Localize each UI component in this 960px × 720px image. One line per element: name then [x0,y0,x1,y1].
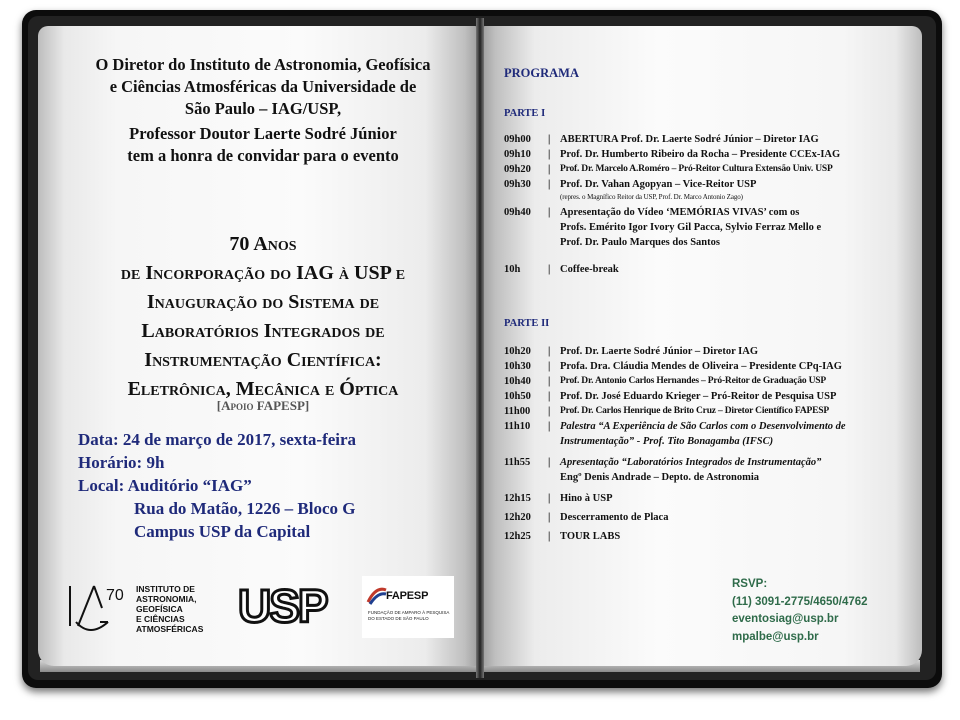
schedule-sep: | [548,207,551,218]
schedule-row [504,359,914,374]
fapesp-logo [362,576,454,638]
schedule-sep: | [548,361,551,372]
title-line: Instrumentação Científica: [144,349,382,371]
schedule-time: 09h40 [504,207,531,218]
schedule-time: 11h10 [504,421,531,432]
usp-logo [236,582,338,626]
schedule-sep: | [548,512,551,523]
schedule-desc: Descerramento de Placa [560,512,669,523]
schedule-sep: | [548,149,551,160]
iag-mark-icon [64,578,136,638]
schedule-row [504,344,914,359]
intro-line: Professor Doutor Laerte Sodré Júnior [129,124,397,143]
part-2-schedule [504,344,914,544]
schedule-desc: Apresentação “Laboratórios Integrados de Instrumentação” [560,457,822,468]
schedule-sep: | [548,376,551,387]
schedule-row [504,162,914,177]
schedule-row [504,374,914,389]
rsvp-block [732,576,868,646]
schedule-desc: Prof. Dr. Marcelo A.Roméro – Pró-Reitor Cultura Extensão Univ. USP [560,164,833,174]
iag-logo-line: INSTITUTO DE [136,584,195,594]
schedule-desc: Prof. Dr. José Eduardo Krieger – Pró-Reitor de Pesquisa USP [560,391,837,402]
intro-line: tem a honra de convidar para o evento [127,146,399,165]
schedule-sep: | [548,531,551,542]
schedule-continuation: Instrumentação” - Prof. Tito Bonagamba (IFSC) [560,436,774,447]
support-note: [Apoio FAPESP] [216,398,310,413]
rsvp-email-link[interactable]: mpalbe@usp.br [732,630,819,643]
title-line: de Incorporação do IAG à USP e [120,262,406,284]
schedule-sep: | [548,346,551,357]
event-campus: Campus USP da Capital [134,522,311,541]
schedule-desc: ABERTURA Prof. Dr. Laerte Sodré Júnior – Diretor IAG [560,134,819,145]
schedule-time: 12h25 [504,531,531,542]
fapesp-subtitle: FUNDAÇÃO DE AMPARO À PESQUISA DO ESTADO DE SÃO PAULO [368,610,450,621]
iag-logo-line: ASTRONOMIA, [136,594,197,604]
schedule-time: 09h30 [504,179,531,190]
schedule-desc: Prof. Dr. Vahan Agopyan – Vice-Reitor USP [560,179,757,190]
schedule-desc: Palestra “A Experiência de São Carlos com o Desenvolvimento de [560,421,846,432]
iag-logo-line: ATMOSFÉRICAS [136,624,204,634]
schedule-desc: Hino à USP [560,493,613,504]
book-spine [476,18,484,678]
event-title [58,230,468,404]
event-time: Horário: 9h [78,453,165,472]
schedule-desc: Coffee-break [560,264,619,275]
iag-logo [64,578,234,638]
title-line: Eletrônica, Mecânica e Óptica [127,378,399,400]
schedule-sep: | [548,421,551,432]
schedule-sep: | [548,264,551,275]
intro-line: São Paulo – IAG/USP, [184,99,342,118]
rsvp-label: RSVP: [732,578,768,590]
schedule-desc: Prof. Dr. Carlos Henrique de Brito Cruz – Diretor Científico FAPESP [560,406,829,416]
schedule-desc: Prof. Dr. Laerte Sodré Júnior – Diretor IAG [560,346,759,357]
part-2-heading: PARTE II [504,318,550,329]
schedule-time: 10h50 [504,391,531,402]
schedule-time: 09h00 [504,134,531,145]
schedule-sep: | [548,164,551,175]
schedule-sep: | [548,391,551,402]
schedule-sep: | [548,457,551,468]
schedule-row [504,177,914,192]
event-address: Rua do Matão, 1226 – Bloco G [134,499,356,518]
schedule-time: 12h20 [504,512,531,523]
schedule-row [504,510,914,525]
program-heading: PROGRAMA [504,66,579,80]
part-1-heading: PARTE I [504,108,546,119]
schedule-sep: | [548,493,551,504]
schedule-row [504,491,914,506]
intro-line: O Diretor do Instituto de Astronomia, Geofísica [95,55,431,74]
part-1-schedule [504,132,914,277]
rsvp-email-link[interactable]: eventosiag@usp.br [732,613,839,625]
schedule-desc: Prof. Dr. Humberto Ribeiro da Rocha – Presidente CCEx-IAG [560,149,841,160]
schedule-time: 11h55 [504,457,531,468]
fapesp-name: FAPESP [386,590,429,602]
schedule-time: 10h20 [504,346,531,357]
schedule-desc: Prof. Dr. Antonio Carlos Hernandes – Pró-Reitor de Graduação USP [560,376,826,386]
schedule-time: 10h40 [504,376,531,387]
schedule-desc: Profa. Dra. Cláudia Mendes de Oliveira – Presidente CPq-IAG [560,361,842,372]
event-details [78,428,468,543]
schedule-row [504,147,914,162]
intro-line: e Ciências Atmosféricas da Universidade de [109,77,417,96]
schedule-note: (repres. o Magnífico Reitor da USP, Prof. Dr. Marco Antonio Zago) [560,193,743,201]
title-line: Inauguração do Sistema de [146,291,380,313]
iag-70-label: 70 [106,587,124,604]
schedule-sep: | [548,134,551,145]
title-line: Laboratórios Integrados de [141,320,385,342]
iag-logo-line: E CIÊNCIAS [136,614,185,624]
schedule-row [504,529,914,544]
schedule-time: 09h20 [504,164,531,175]
schedule-sep: | [548,179,551,190]
usp-logo-text: USP [238,582,327,626]
schedule-desc: Apresentação do Vídeo ‘MEMÓRIAS VIVAS’ com os [560,207,800,218]
schedule-row [504,419,914,434]
schedule-continuation: Engº Denis Andrade – Depto. de Astronomia [560,472,760,483]
fapesp-mark-icon [366,584,388,606]
schedule-row [504,389,914,404]
event-location: Local: Auditório “IAG” [78,476,252,495]
schedule-row [504,205,914,220]
left-page [38,26,478,666]
rsvp-phone: (11) 3091-2775/4650/4762 [732,595,868,608]
schedule-row [504,455,914,470]
schedule-time: 10h30 [504,361,531,372]
iag-logo-text [136,584,203,634]
title-line: 70 Anos [229,233,297,255]
schedule-time: 10h [504,264,521,275]
schedule-row [504,132,914,147]
schedule-sep: | [548,406,551,417]
schedule-time: 09h10 [504,149,531,160]
schedule-time: 12h15 [504,493,531,504]
schedule-row [504,404,914,419]
right-page [482,26,922,666]
invitation-intro [58,54,468,167]
schedule-row [504,262,914,277]
iag-logo-line: GEOFÍSICA [136,604,183,614]
event-date: Data: 24 de março de 2017, sexta-feira [78,430,357,449]
schedule-continuation: Prof. Dr. Paulo Marques dos Santos [560,237,720,248]
schedule-continuation: Profs. Emérito Igor Ivory Gil Pacca, Sylvio Ferraz Mello e [560,222,822,233]
schedule-desc: TOUR LABS [560,531,621,542]
schedule-time: 11h00 [504,406,531,417]
